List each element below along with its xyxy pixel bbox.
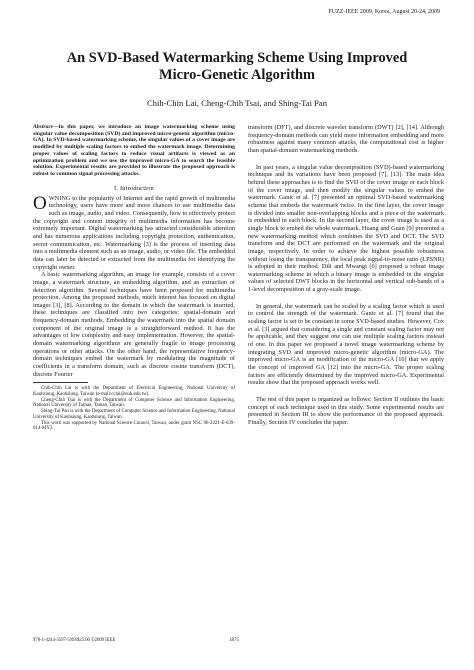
intro-paragraph-1 xyxy=(33,192,235,272)
abstract xyxy=(33,124,235,178)
conference-header: FUZZ-IEEE 2009, Korea, August 20-24, 2009 xyxy=(328,9,440,15)
footnote-author-1: Chih-Chin Lai is with the Department of Electrical Engineering, National University of Kaohsiung, Kaohsiung, Taiwan (e-mail:cclai@nuk.edu.tw). xyxy=(33,386,235,398)
paper-title: An SVD-Based Watermarking Scheme Using Improved Micro-Genetic Algorithm xyxy=(66,50,408,83)
footnote-divider xyxy=(33,382,88,383)
right-paragraph-2: In past years, a singular value decomposition (SVD)-based watermarking technique and its variations have been proposed [7], [13]. The main idea behind these approaches is to find the SVD of the cover image or each block of the cover image, and then modify the singular values to embed the watermark. Ganic et al. [7] presented an optimal SVD-based watermarking scheme that embeds the watermark twice. In the first layer, the cover image is divided into smaller non-overlapping blocks and a piece of the watermark is embedded in each block. In the second layer, the cover image is used as a single block to embed the whole watermark. Huang and Guan [9] presented a new watermarking method which combines the SVD and DCT. The SVD transform and the DCT are performed on the watermark and the original image, respectively. In order to achieve the highest possible robustness without losing the transparency, the local peak signal-to-noise ratio (LPSNR) is adopted in their method. Dili and Mwangi [6] proposed a robust image watermarking scheme in which a binary image is embedded in the singular values of selected DWT blocks in the horizontal and vertical sub-bands of a 1-level decomposition of a gray-scale image. xyxy=(248,163,444,294)
intro-paragraph-2: A basic watermarking algorithm, an image for example, consists of a cover image, a watermark structure, an embedding algorithm, and an extraction or detection algorithm. Several techniques have been proposed for multimedia protection. Among the proposed methods, much interest has focused on digital images [3], [8]. According to the domain in which the watermark is inserted, these techniques are classified into two categories: spatial-domain and frequency-domain methods. Embedding the watermark into the spatial domain component of the original image is a straightforward method. It has the advantages of low complexity and easy implementation. However, the spatial-domain watermarking algorithms are generally fragile to image processing operations or other attacks. On the other hand, the representative frequency-domain techniques embed the watermark by modulating the magnitude of coefficients in a transform domain, such as discrete cosine transform (DCT), discrete Fourier xyxy=(33,271,235,378)
paper-authors: Chih-Chin Lai, Cheng-Chih Tsai, and Shing-Tai Pan xyxy=(146,98,328,108)
footnote-author-2: Cheng-Chih Tsai is with the Department of Computer Science and Information Engineering, National University of Tainan, Tainan, Taiwan. xyxy=(33,397,235,409)
drop-cap: O xyxy=(33,192,47,214)
footnote-funding: This work was supported by National Science Council, Taiwan, under grant NSC 96-2221-E-039-014-MY2. xyxy=(33,420,235,432)
right-paragraph-3: In general, the watermark can be scaled by a scaling factor which is used to control the strength of the watermark. Ganic et al. [7] found that the scaling factor is set to be constant in some SVD-based studies. However, Cox et al. [3] argued that considering a single and constant scaling factor may not be applicable, and they suggest one can use multiple scaling factors instead of one. In this paper we proposed a novel image watermarking scheme by integrating SVD and improved micro-genetic algorithm (micro-GA). The improved micro-GA is an modification of the micro-GA [10] that we apply the concept of improved GA [12] into the micro-GA. The proper scaling factors are efficiently determined by the improved micro-GA. Experimental results show that the proposed approach works well. xyxy=(248,302,444,387)
copyright-notice: 978-1-4244-3597-5/09/$25.00 ©2009 IEEE xyxy=(33,638,116,643)
footnote-author-3: Shing-Tai Pan is with the Department of Computer Science and Information Engineering, National University of Kaohsiung, Kaohsiung, Taiwan. xyxy=(33,409,235,420)
abstract-lead: Abstract xyxy=(33,124,53,130)
page-number: 1875 xyxy=(229,638,239,643)
left-column xyxy=(33,124,235,432)
intro-paragraph-1-text: WNING to the popularity of Internet and the rapid growth of multimedia technology, users have more and more chances to use multimedia data such as image, audio, and video. Consequently, how to effectively protect the copyright and content integrity of multimedia information has become extremely important. Digital watermarking has attracted considerable attention and has numerous applications including copyright protection, authentication, secret communication, etc. Watermarking [3] is the process of inserting data into a multimedia element such as an image, audio, or video file. The embedded data can later be detected or extracted from the multimedia for identifying the copyright owner. xyxy=(33,194,235,271)
right-column xyxy=(248,124,444,427)
right-paragraph-4: The rest of this paper is organized as follows: Section II outlines the basic concept of each technique used in this study. Some experimental results are presented in Section III to show the performance of the proposed approach. Finally, Section IV concludes the paper. xyxy=(248,396,444,426)
right-paragraph-1: transform (DFT), and discrete wavelet transform (DWT) [2], [14]. Although frequency-domain methods can yield more information embedding and more robustness against many common attacks, the computational cost is higher than spatial-domain watermarking methods. xyxy=(248,124,444,154)
abstract-text: —In this paper, we introduce an image watermarking scheme using singular value decomposition (SVD) and improved micro-genetic algorithm (micro-GA). In SVD-based watermarking scheme, the singular values of a cover image are modified by multiple scaling factors to embed the watermark image. Determining proper values of scaling factors to reduce visual artifacts is viewed as an optimization problem and we use the improved micro-GA to search the feasible solution. Experimental results are provided to illustrate the proposed approach is robust to common signal processing attacks. xyxy=(33,124,235,177)
section-heading-introduction: I. Introduction xyxy=(114,184,154,192)
